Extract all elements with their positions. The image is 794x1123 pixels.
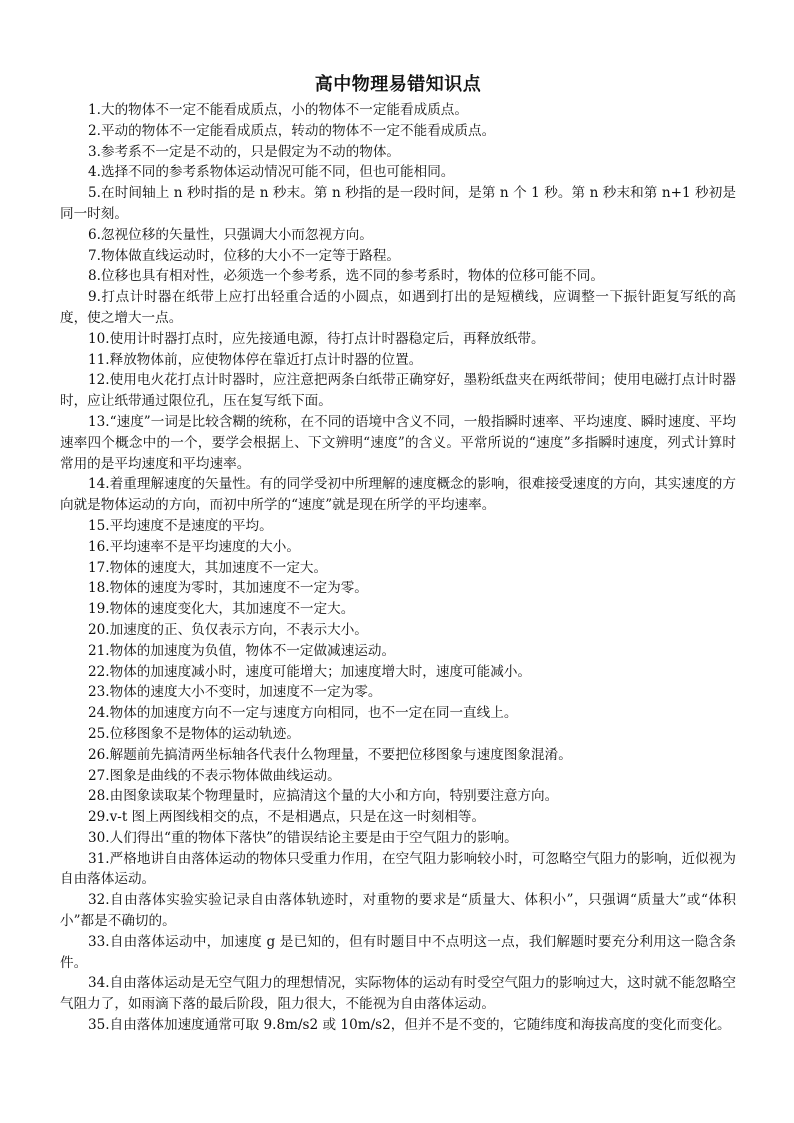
list-item: 31.严格地讲自由落体运动的物体只受重力作用，在空气阻力影响较小时，可忽略空气阻力的影响，近似视为自由落体运动。	[60, 850, 736, 888]
list-item: 2.平动的物体不一定能看成质点，转动的物体不一定不能看成质点。	[88, 122, 496, 139]
list-item: 14.着重理解速度的矢量性。有的同学受初中所理解的速度概念的影响，很难接受速度的方向，其实速度的方向就是物体运动的方向，而初中所学的“速度”就是现在所学的平均速率。	[60, 476, 736, 514]
list-item: 33.自由落体运动中，加速度 g 是已知的，但有时题目中不点明这一点，我们解题时要充分利用这一隐含条件。	[60, 933, 736, 971]
list-item: 29.v-t 图上两图线相交的点，不是相遇点，只是在这一时刻相等。	[88, 809, 486, 826]
list-item: 25.位移图象不是物体的运动轨迹。	[88, 725, 300, 742]
list-item: 16.平均速率不是平均速度的大小。	[88, 538, 300, 555]
list-item: 17.物体的速度大，其加速度不一定大。	[88, 559, 328, 576]
list-item: 13.“速度”一词是比较含糊的统称，在不同的语境中含义不同，一般指瞬时速率、平均速度、瞬时速度、平均速率四个概念中的一个，要学会根据上、下文辨明“速度”的含义。平常所说的“速度”多指瞬时速度，列式计算时常用的是平均速度和平均速率。	[60, 413, 736, 472]
knowledge-point-list	[60, 100, 736, 1036]
list-item: 27.图象是曲线的不表示物体做曲线运动。	[88, 767, 341, 784]
list-item: 12.使用电火花打点计时器时，应注意把两条白纸带正确穿好，墨粉纸盘夹在两纸带间；使用电磁打点计时器时，应让纸带通过限位孔，压在复写纸下面。	[60, 372, 736, 410]
list-item: 3.参考系不一定是不动的，只是假定为不动的物体。	[88, 143, 401, 160]
list-item: 5.在时间轴上 n 秒时指的是 n 秒末。第 n 秒指的是一段时间，是第 n 个 1 秒。第 n 秒末和第 n+1 秒初是同一时刻。	[60, 185, 736, 222]
list-item: 26.解题前先搞清两坐标轴各代表什么物理量，不要把位移图象与速度图象混淆。	[88, 746, 572, 763]
list-item: 10.使用计时器打点时，应先接通电源，待打点计时器稳定后，再释放纸带。	[88, 330, 545, 347]
list-item: 15.平均速度不是速度的平均。	[88, 517, 273, 534]
list-item: 8.位移也具有相对性，必须选一个参考系，选不同的参考系时，物体的位移可能不同。	[88, 268, 604, 285]
list-item: 24.物体的加速度方向不一定与速度方向相同，也不一定在同一直线上。	[88, 705, 518, 722]
list-item: 22.物体的加速度减小时，速度可能增大；加速度增大时，速度可能减小。	[88, 663, 532, 680]
list-item: 20.加速度的正、负仅表示方向，不表示大小。	[88, 621, 368, 638]
list-item: 4.选择不同的参考系物体运动情况可能不同，但也可能相同。	[88, 164, 455, 181]
list-item: 23.物体的速度大小不变时，加速度不一定为零。	[88, 684, 382, 701]
list-item: 21.物体的加速度为负值，物体不一定做减速运动。	[88, 642, 396, 659]
list-item: 1.大的物体不一定不能看成质点，小的物体不一定能看成质点。	[88, 102, 468, 118]
list-item: 34.自由落体运动是无空气阻力的理想情况，实际物体的运动有时受空气阻力的影响过大，这时就不能忽略空气阻力了，如雨滴下落的最后阶段，阻力很大，不能视为自由落体运动。	[60, 975, 736, 1013]
list-item: 30.人们得出“重的物体下落快”的错误结论主要是由于空气阻力的影响。	[88, 829, 518, 846]
list-item: 19.物体的速度变化大，其加速度不一定大。	[88, 601, 355, 618]
list-item: 32.自由落体实验实验记录自由落体轨迹时，对重物的要求是“质量大、体积小”，只强调“质量大”或“体积小”都是不确切的。	[60, 892, 736, 930]
list-item: 11.释放物体前，应使物体停在靠近打点计时器的位置。	[88, 351, 423, 368]
list-item: 7.物体做直线运动时，位移的大小不一定等于路程。	[88, 247, 401, 264]
list-item: 28.由图象读取某个物理量时，应搞清这个量的大小和方向，特别要注意方向。	[88, 788, 559, 805]
list-item: 18.物体的速度为零时，其加速度不一定为零。	[88, 580, 368, 597]
list-item: 6.忽视位移的矢量性，只强调大小而忽视方向。	[88, 226, 373, 243]
list-item: 35.自由落体加速度通常可取 9.8m/s2 或 10m/s2，但并不是不变的，它随纬度和海拔高度的变化而变化。	[88, 1017, 731, 1034]
list-item: 9.打点计时器在纸带上应打出轻重合适的小圆点，如遇到打出的是短横线，应调整一下振针距复写纸的高度，使之增大一点。	[60, 289, 736, 326]
document-title: 高中物理易错知识点	[314, 74, 482, 95]
